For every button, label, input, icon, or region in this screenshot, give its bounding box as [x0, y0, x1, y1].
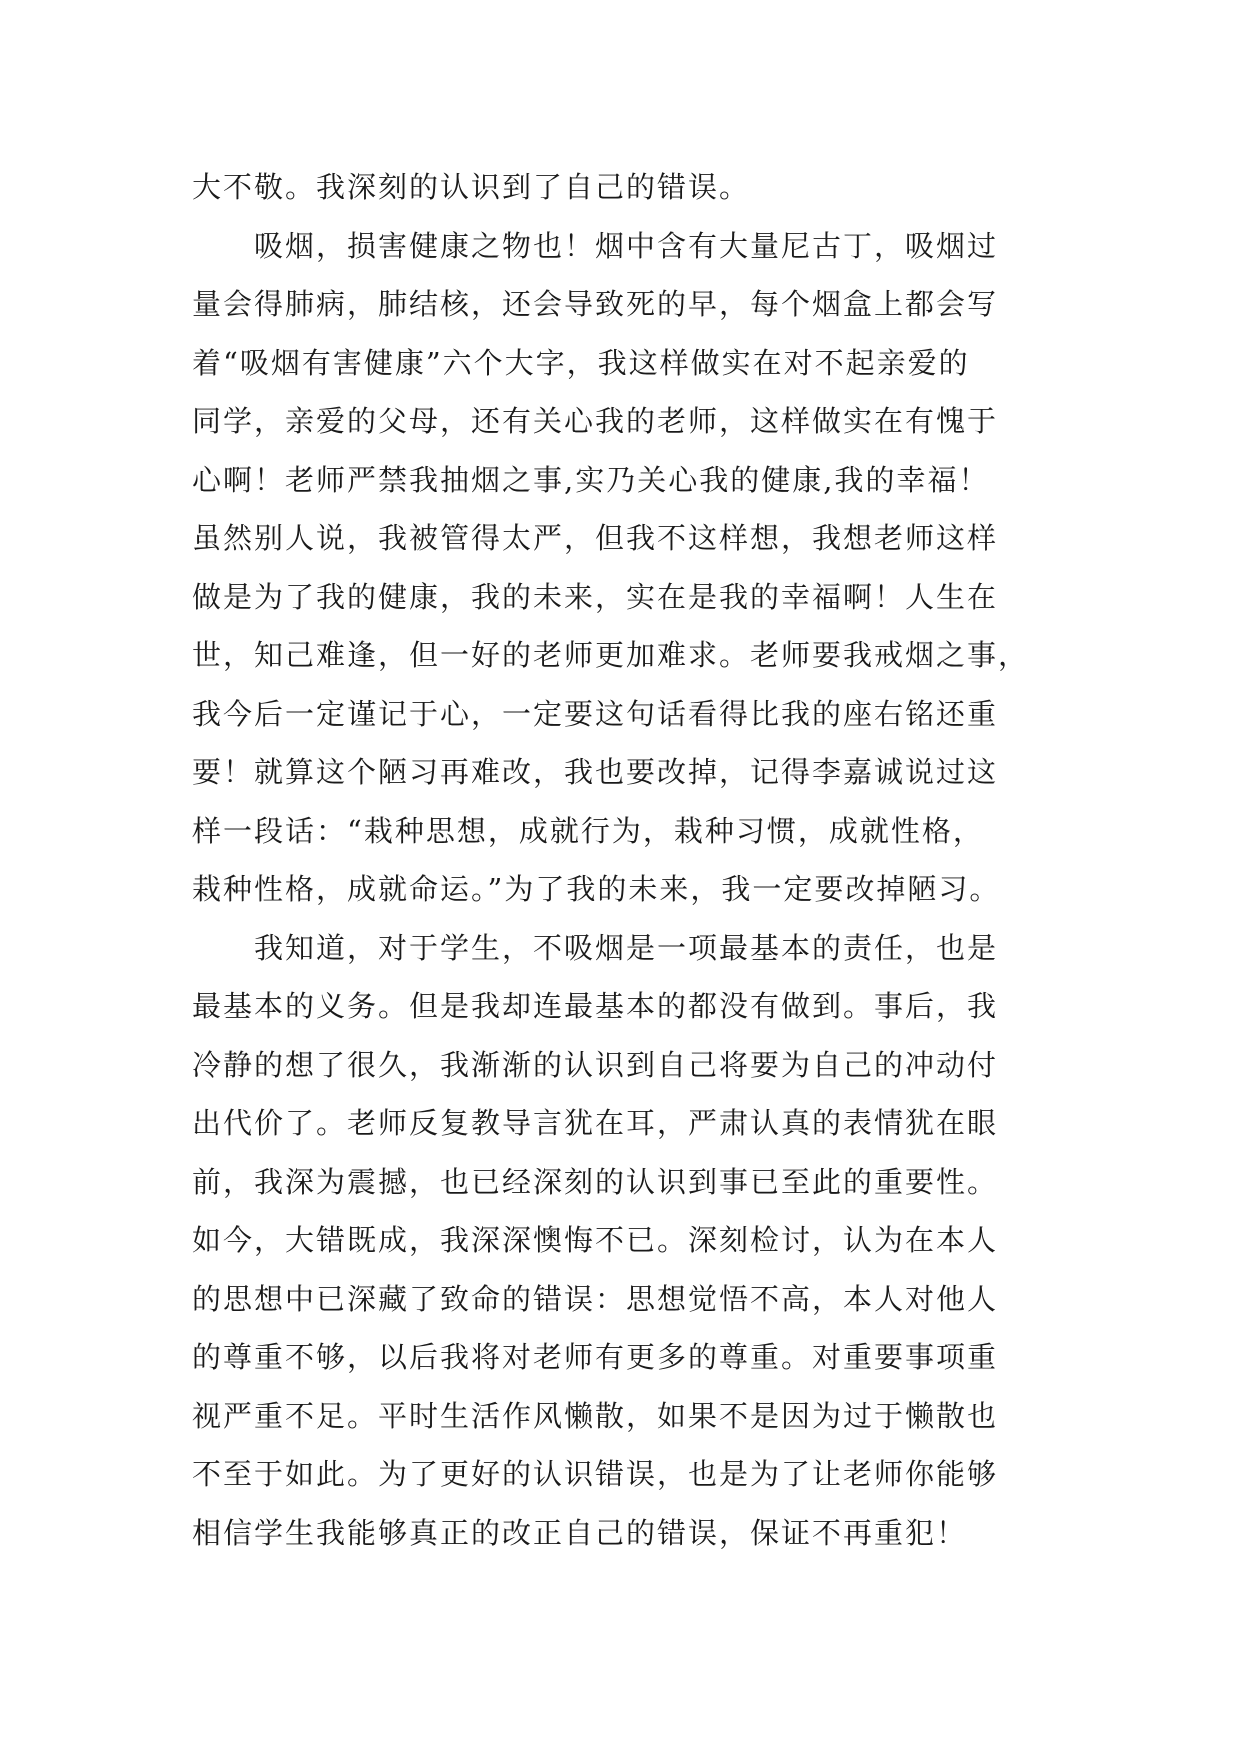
text-line: 样一段话：“栽种思想，成就行为，栽种习惯，成就性格，	[192, 813, 984, 848]
text-line: 量会得肺病，肺结核，还会导致死的早，每个烟盒上都会写	[192, 287, 999, 321]
text-line: 前，我深为震撼，也已经深刻的认识到事已至此的重要性。	[192, 1164, 999, 1199]
body-text	[192, 158, 1072, 1562]
text-line: 世，知己难逢，但一好的老师更加难求。老师要我戒烟之事，	[192, 638, 1030, 672]
text-line: 不至于如此。为了更好的认识错误，也是为了让老师你能够	[192, 1457, 999, 1491]
text-line: 相信学生我能够真正的改正自己的错误，保证不再重犯！	[192, 1515, 968, 1550]
text-line: 栽种性格，成就命运。”为了我的未来，我一定要改掉陋习。	[192, 872, 1001, 906]
text-line: 如今，大错既成，我深深懊悔不已。深刻检讨，认为在本人	[192, 1223, 999, 1257]
text-line: 要！就算这个陋习再难改，我也要改掉，记得李嘉诚说过这	[192, 755, 999, 789]
paragraph-start-line: 我知道，对于学生，不吸烟是一项最基本的责任，也是	[254, 930, 999, 965]
text-line: 最基本的义务。但是我却连最基本的都没有做到。事后，我	[192, 989, 999, 1023]
text-line: 的思想中已深藏了致命的错误：思想觉悟不高，本人对他人	[192, 1281, 999, 1316]
text-line: 同学，亲爱的父母，还有关心我的老师，这样做实在有愧于	[192, 404, 999, 438]
text-line: 虽然别人说，我被管得太严，但我不这样想，我想老师这样	[192, 521, 999, 555]
text-line: 的尊重不够，以后我将对老师有更多的尊重。对重要事项重	[192, 1340, 999, 1374]
text-line: 着“吸烟有害健康”六个大字，我这样做实在对不起亲爱的	[192, 345, 970, 380]
text-line: 大不敬。我深刻的认识到了自己的错误。	[192, 170, 751, 204]
text-line: 做是为了我的健康，我的未来，实在是我的幸福啊！人生在	[192, 579, 999, 614]
text-line: 我今后一定谨记于心，一定要这句话看得比我的座右铭还重	[192, 696, 999, 731]
text-line: 视严重不足。平时生活作风懒散，如果不是因为过于懒散也	[192, 1398, 999, 1433]
paragraph-start-line: 吸烟，损害健康之物也！烟中含有大量尼古丁，吸烟过	[254, 228, 999, 263]
text-line: 心啊！老师严禁我抽烟之事,实乃关心我的健康,我的幸福！	[192, 462, 990, 497]
text-line: 出代价了。老师反复教导言犹在耳，严肃认真的表情犹在眼	[192, 1106, 999, 1140]
text-line: 冷静的想了很久，我渐渐的认识到自己将要为自己的冲动付	[192, 1047, 999, 1082]
